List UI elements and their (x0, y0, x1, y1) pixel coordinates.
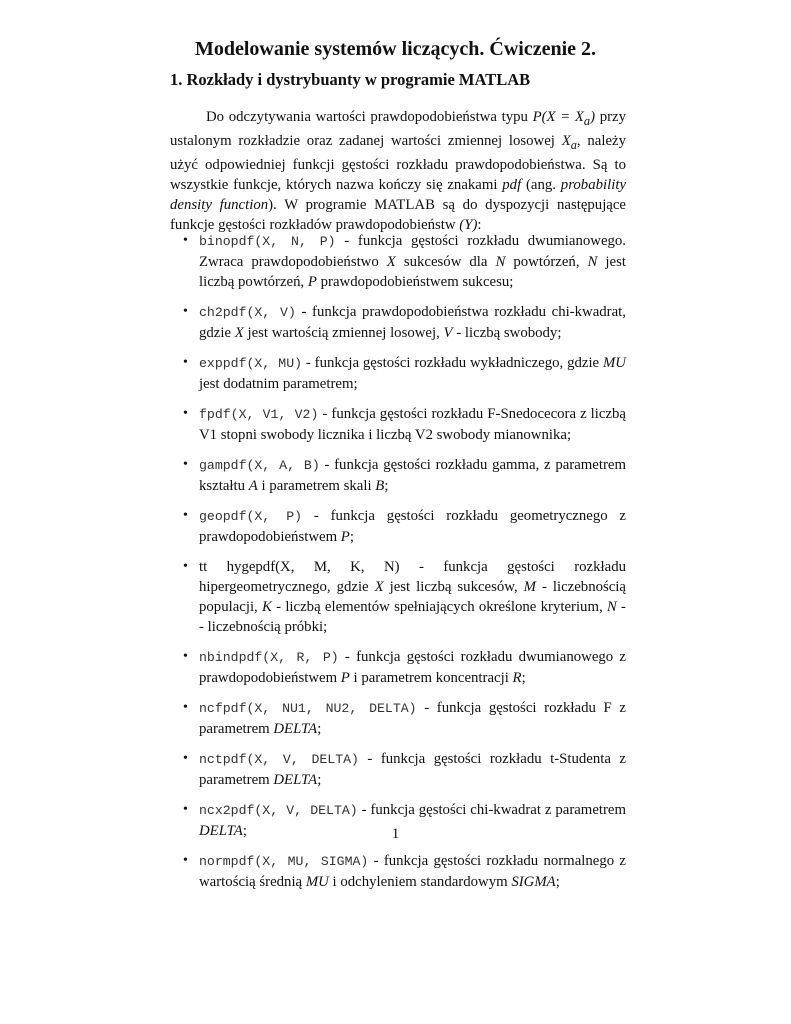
list-item (170, 353, 626, 394)
function-signature: nctpdf(X, V, DELTA) (199, 752, 359, 767)
math-symbol: V (443, 325, 453, 341)
intro-paragraph (170, 107, 626, 235)
description-text: - funkcja gęstości rozkładu normalnego z wartością średnią (199, 853, 626, 890)
page-title: Modelowanie systemów liczących. Ćwiczenie 2. (194, 38, 596, 60)
math-xa: $X_a$ (561, 132, 577, 152)
math-symbol: B (375, 478, 385, 494)
function-list (170, 231, 626, 902)
function-signature: ch2pdf(X, V) (199, 305, 296, 320)
bullet-icon: • (183, 233, 188, 248)
description-text: powtórzeń, (505, 254, 588, 270)
description-text: - - liczebnością próbki; (199, 599, 626, 635)
description-text: - funkcja gęstości chi-kwadrat z parametrem (357, 802, 627, 818)
description-text: sukcesów dla (395, 254, 496, 270)
function-signature: geopdf(X, P) (199, 509, 303, 524)
function-signature: fpdf(X, V1, V2) (199, 407, 319, 422)
bullet-icon: • (183, 406, 188, 421)
description-text: jest dodatnim parametrem; (199, 376, 358, 392)
intro-text-6: : (477, 216, 482, 233)
description-text: i parametrem skali (257, 478, 376, 494)
list-item (170, 698, 626, 739)
description-text: i odchyleniem standardowym (328, 874, 512, 890)
math-symbol: N (587, 254, 598, 270)
bullet-icon: • (183, 304, 188, 319)
math-symbol: N (606, 599, 617, 615)
list-item (170, 851, 626, 892)
bullet-icon: • (183, 508, 188, 523)
math-symbol: DELTA (199, 823, 243, 839)
math-symbol: DELTA (273, 772, 318, 788)
description-text: ; (521, 670, 526, 686)
description-text: i parametrem koncentracji (349, 670, 513, 686)
list-item (170, 302, 626, 343)
function-signature: binopdf(X, N, P) (199, 234, 336, 249)
math-symbol: M (523, 579, 536, 595)
list-item (170, 749, 626, 790)
pdf-full-name: probability density function (170, 176, 627, 213)
description-text: prawdopodobieństwem sukcesu; (316, 274, 514, 290)
description-text: - liczbą elementów spełniających określone kryterium, (271, 599, 607, 615)
math-symbol: MU (602, 355, 626, 371)
math-symbol: SIGMA (511, 874, 556, 890)
function-signature: gampdf(X, A, B) (199, 458, 320, 473)
math-symbol: X (234, 325, 244, 341)
math-symbol: X (386, 254, 396, 270)
math-symbol: P (340, 670, 350, 686)
math-symbol: N (495, 254, 506, 270)
description-text: jest liczbą powtórzeń, (199, 254, 626, 290)
description-text: jest liczbą sukcesów, (383, 579, 524, 595)
description-text: - liczebnością populacji, (199, 579, 626, 615)
math-y: (Y) (459, 216, 478, 233)
math-symbol: A (248, 478, 258, 494)
bullet-icon: • (183, 457, 188, 472)
description-text: ; (317, 772, 322, 788)
bullet-icon: • (183, 853, 188, 868)
bullet-icon: • (183, 751, 188, 766)
description-text: - funkcja gęstości rozkładu dwumianowego z prawdopodobieństwem (199, 649, 626, 686)
bullet-icon: • (183, 355, 188, 370)
section-heading: 1. Rozkłady i dystrybuanty w programie MATLAB (170, 70, 531, 89)
list-item (170, 231, 626, 292)
list-item (170, 647, 626, 688)
math-symbol: P (340, 529, 350, 545)
function-signature: nbindpdf(X, R, P) (199, 650, 339, 665)
description-text: - liczbą swobody; (452, 325, 562, 341)
intro-text-1: Do odczytywania wartości prawdopodobieństwa typu (206, 109, 533, 125)
function-signature: normpdf(X, MU, SIGMA) (199, 854, 369, 869)
function-signature: ncfpdf(X, NU1, NU2, DELTA) (199, 701, 417, 716)
description-text: - funkcja gęstości rozkładu F z parametrem (199, 700, 626, 737)
intro-text-2: przy ustalonym rozkładzie oraz zadanej wartości zmiennej losowej (170, 109, 626, 149)
description-text: - funkcja gęstości rozkładu geometrycznego z prawdopodobieństwem (199, 508, 626, 545)
intro-text-5: ). W programie MATLAB są do dyspozycji następujące funkcje gęstości rozkładów prawdopodobieństw (170, 196, 627, 233)
description-text: jest wartością zmiennej losowej, (243, 325, 444, 341)
description-text: ; (384, 478, 389, 494)
description-text: ; (555, 874, 560, 890)
intro-text-3: , należy użyć odpowiedniej funkcji gęstości rozkładu prawdopodobieństwa. Są to wszystkie funkcje, których nazwa kończy się znakami (170, 132, 626, 193)
description-text: tt hygepdf(X, M, K, N) - funkcja gęstości rozkładu hipergeometrycznego, gdzie (199, 559, 626, 595)
page-number: 1 (391, 826, 400, 842)
description-text: - funkcja gęstości rozkładu wykładniczego, gdzie (302, 355, 603, 371)
description-text: ; (317, 721, 322, 737)
function-signature: ncx2pdf(X, V, DELTA) (199, 803, 358, 818)
pdf-term: pdf (502, 176, 522, 193)
bullet-icon: • (183, 559, 188, 574)
list-item (170, 455, 626, 496)
math-symbol: MU (305, 874, 329, 890)
function-signature: exppdf(X, MU) (199, 356, 303, 371)
math-symbol: K (262, 599, 272, 615)
intro-text-4: (ang. (521, 176, 561, 193)
list-item (170, 404, 626, 445)
description-text: ; (242, 823, 247, 839)
bullet-icon: • (183, 700, 188, 715)
description-text: ; (349, 529, 354, 545)
list-item (170, 557, 626, 637)
description-text: - funkcja gęstości rozkładu F-Snedocecora z liczbą V1 stopni swobody licznika i liczbą V2 swobody mianownika; (199, 406, 627, 443)
list-item (170, 506, 626, 547)
math-symbol: DELTA (273, 721, 318, 737)
math-symbol: R (512, 670, 522, 686)
math-symbol: X (374, 579, 384, 595)
math-p-expression: $P(X = X_a)$ (532, 109, 596, 128)
description-text: - funkcja prawdopodobieństwa rozkładu chi-kwadrat, gdzie (199, 304, 626, 341)
description-text: - funkcja gęstości rozkładu gamma, z parametrem kształtu (199, 457, 626, 494)
bullet-icon: • (183, 802, 188, 817)
description-text: - funkcja gęstości rozkładu dwumianowego. Zwraca prawdopodobieństwo (199, 233, 627, 270)
math-symbol: P (307, 274, 317, 290)
description-text: - funkcja gęstości rozkładu t-Studenta z parametrem (199, 751, 626, 788)
bullet-icon: • (183, 649, 188, 664)
